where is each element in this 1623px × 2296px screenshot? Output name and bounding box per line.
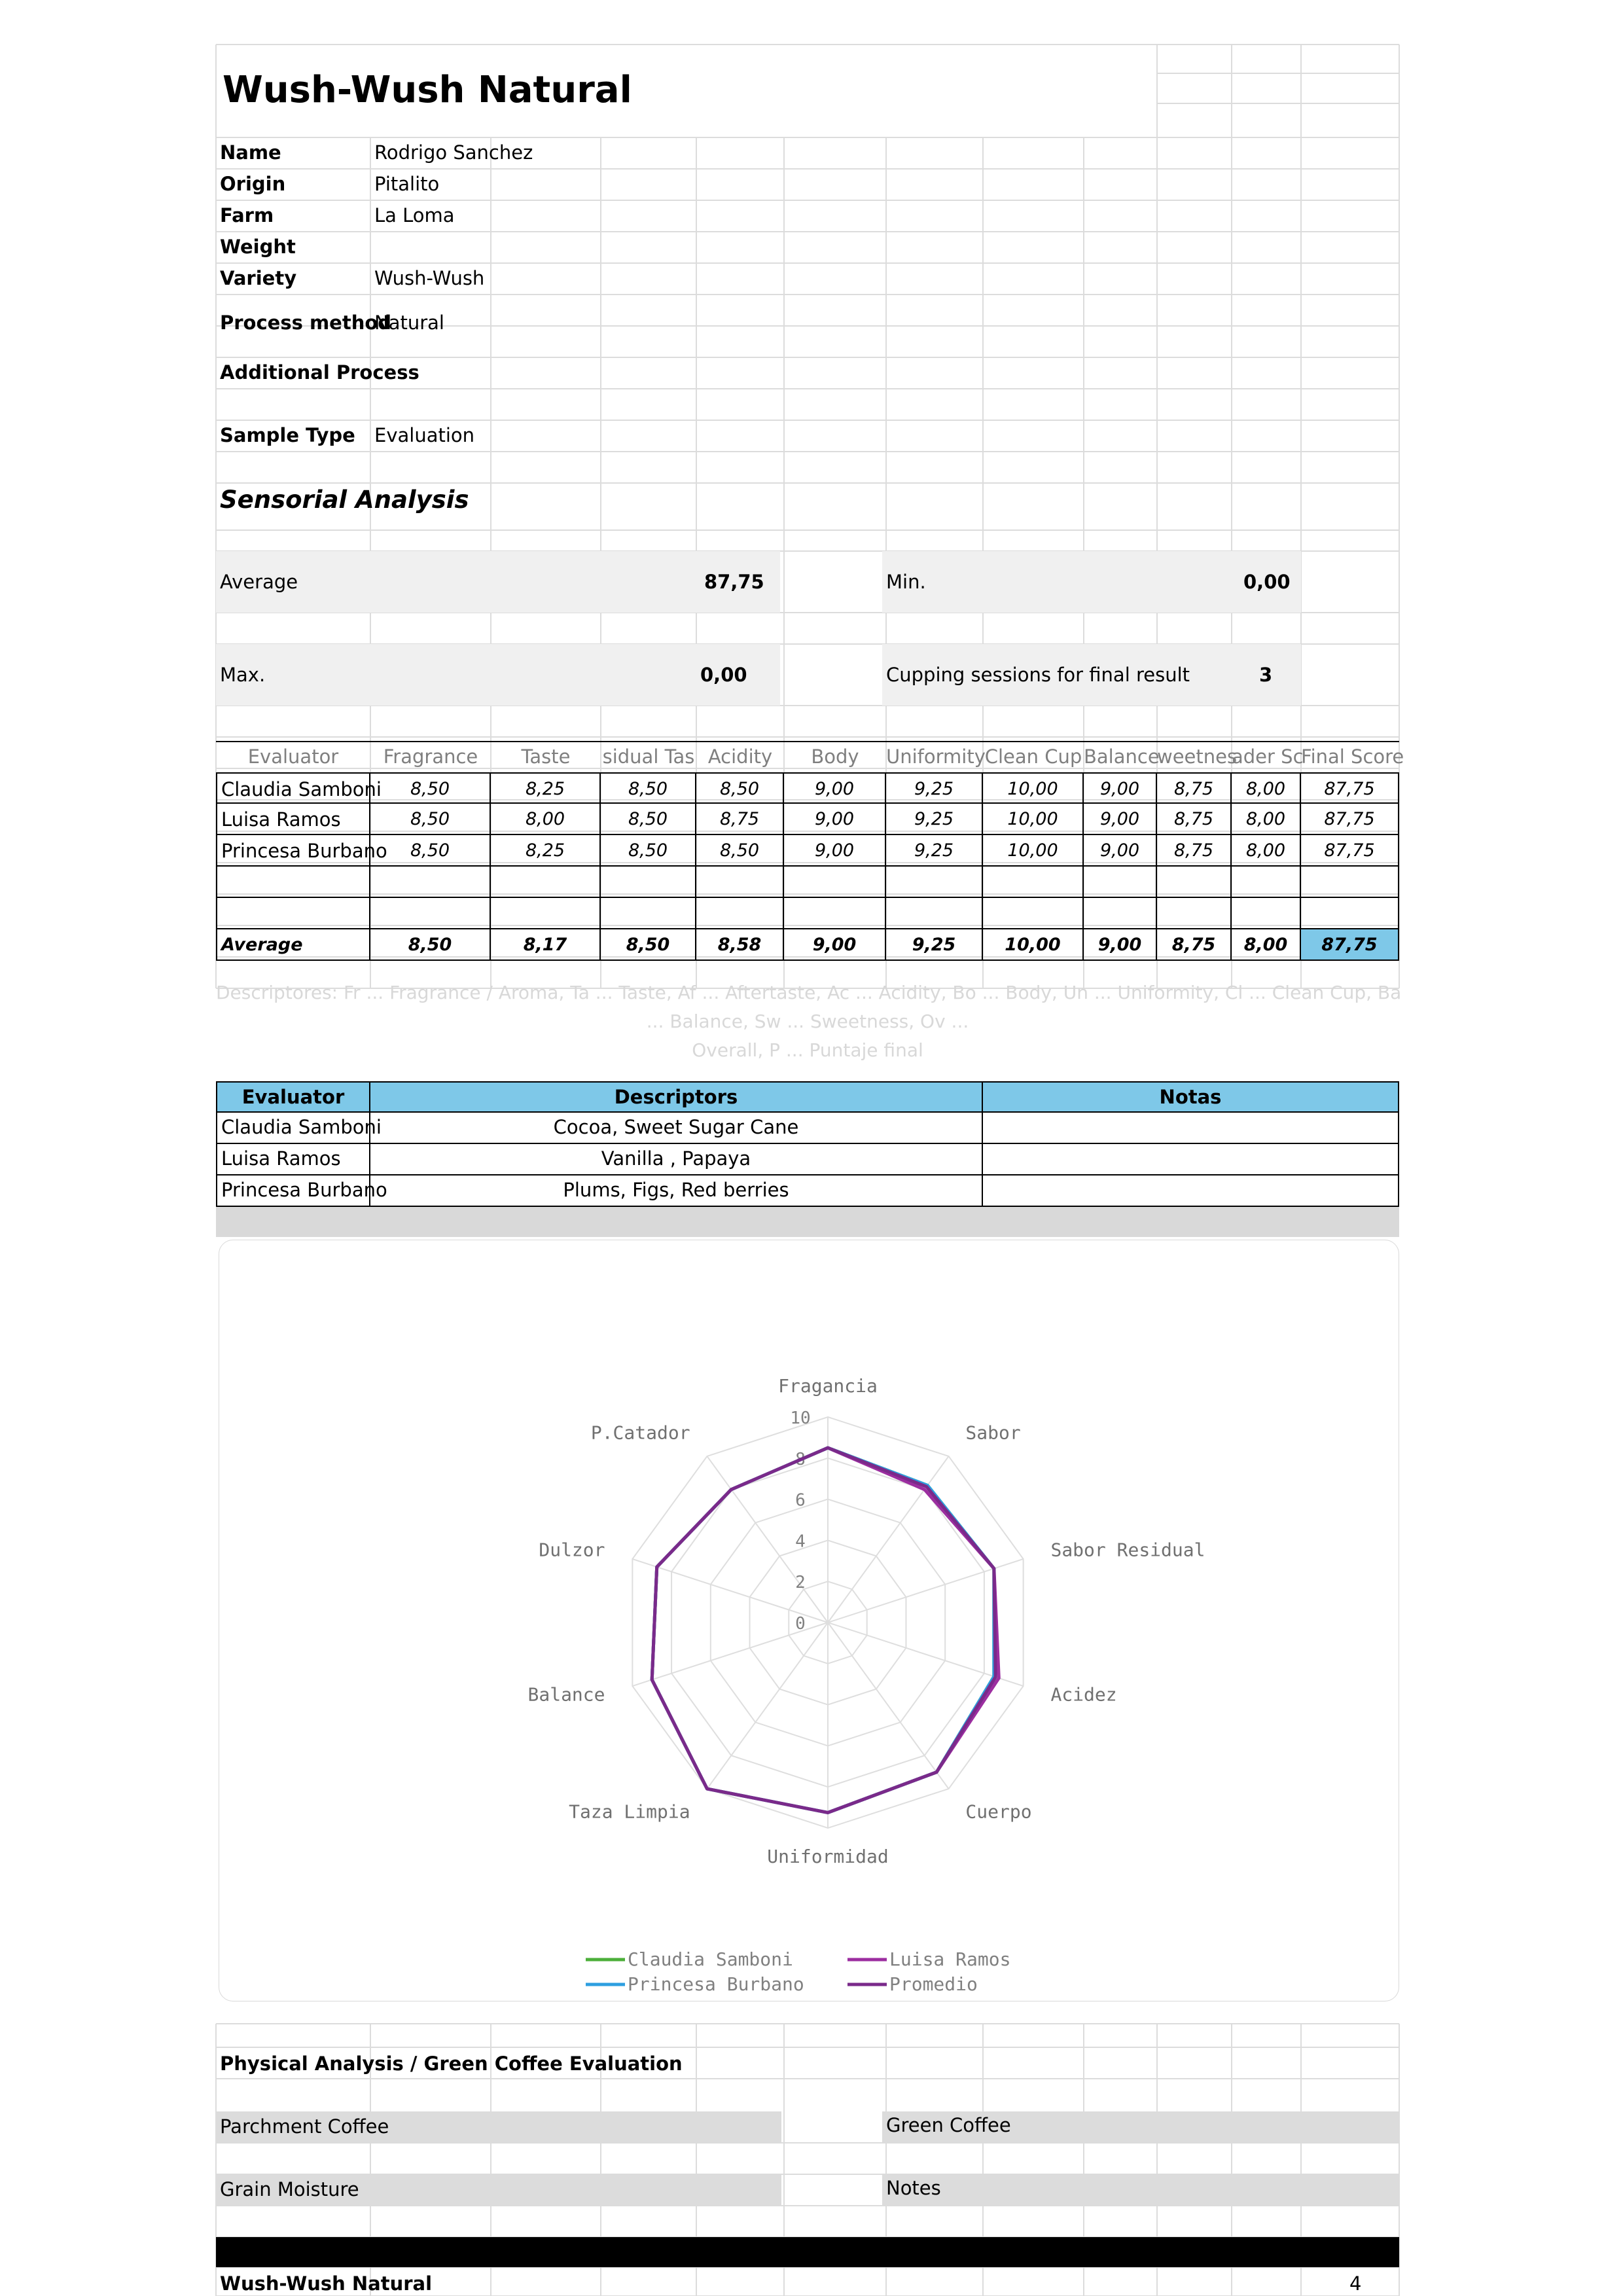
score-average-cell: 87,75 [1301,929,1399,961]
field-label-farm: Farm [220,204,274,226]
green-label: Green Coffee [886,2114,1011,2136]
field-label-origin: Origin [220,173,286,195]
radar-spoke [707,1456,828,1623]
score-row-cell: 8,75 [1157,804,1232,835]
footer-title: Wush-Wush Natural [220,2272,433,2295]
descriptor-row-evaluator: Princesa Burbano [216,1175,370,1207]
descriptor-row-descriptors: Vanilla , Papaya [370,1144,983,1175]
radar-spoke [828,1456,949,1623]
notes-box [882,2174,1399,2206]
score-average-cell: 8,75 [1157,929,1232,961]
descriptor-note-line2: ... Balance, Sw ... Sweetness, Ov ... [646,1011,969,1032]
footer-page-number: 4 [1349,2272,1362,2295]
legend-label: Claudia Samboni [628,1948,793,1970]
radar-tick-label: 6 [795,1490,806,1511]
footer-bar [216,2237,1399,2267]
score-header-cell: Fragrance [383,745,478,768]
score-row-cell: 8,25 [491,835,601,867]
score-row-cell: 8,00 [1232,835,1301,867]
score-row-cell: 8,50 [696,772,784,804]
radar-chart-frame [219,1240,1399,2001]
score-row-evaluator [216,867,370,898]
score-row-cell [1232,867,1301,898]
score-row-cell: 8,50 [370,835,491,867]
score-row-cell: 9,00 [784,835,886,867]
sheet-title: Wush-Wush Natural [223,69,632,111]
moisture-label: Grain Moisture [220,2178,359,2200]
score-row-cell: 87,75 [1301,804,1399,835]
score-row-cell: 8,00 [1232,772,1301,804]
min-value: 0,00 [1243,571,1291,593]
field-label-weight: Weight [220,236,296,258]
radar-axis-label: Sabor Residual [1050,1539,1205,1561]
descriptor-row-evaluator: Luisa Ramos [216,1144,370,1175]
score-row-evaluator: Princesa Burbano [216,835,370,867]
min-label: Min. [886,571,926,593]
sessions-label: Cupping sessions for final result [886,664,1190,686]
score-header-cell: Body [811,745,859,768]
radar-axis-label: Balance [527,1683,605,1706]
descriptor-header-cell: Evaluator [216,1081,370,1113]
score-row-cell [601,898,696,929]
radar-axis-label: Taza Limpia [569,1801,690,1823]
score-average-cell: 8,58 [696,929,784,961]
score-header-cell: Uniformity [886,745,986,768]
score-row-cell: 10,00 [983,772,1084,804]
score-row-cell: 9,00 [784,772,886,804]
score-row-cell [696,867,784,898]
score-header-cell: Balance [1084,745,1160,768]
score-header-cell: Final Score [1301,745,1404,768]
score-row-cell: 8,00 [1232,804,1301,835]
descriptor-row-notes [983,1175,1399,1207]
field-value-farm[interactable]: La Loma [374,204,455,226]
physical-title: Physical Analysis / Green Coffee Evaluation [220,2053,683,2075]
radar-series-line [652,1448,995,1812]
min-box [882,551,1301,613]
score-row-cell [1084,898,1157,929]
field-value-variety[interactable]: Wush-Wush [374,267,485,289]
notes-label: Notes [886,2177,941,2199]
max-value: 0,00 [700,664,747,686]
score-row-cell: 8,50 [601,804,696,835]
score-row-cell: 8,50 [370,772,491,804]
score-row-cell: 10,00 [983,804,1084,835]
score-row-cell [370,898,491,929]
score-row-cell: 9,00 [784,804,886,835]
score-row-cell: 8,75 [1157,835,1232,867]
score-row-cell: 8,25 [491,772,601,804]
score-row-cell [1157,898,1232,929]
radar-axis-label: Uniformidad [767,1846,889,1867]
score-row-cell [784,898,886,929]
score-header-cell: Acidity [707,745,773,768]
score-header-cell: weetnes [1157,745,1238,768]
field-label-process: Process method [220,312,392,334]
score-row-cell: 87,75 [1301,835,1399,867]
score-row-cell: 9,25 [886,835,983,867]
descriptor-row-evaluator: Claudia Samboni [216,1113,370,1144]
parchment-label: Parchment Coffee [220,2115,389,2138]
score-row-cell [886,898,983,929]
descriptor-row-notes [983,1113,1399,1144]
descriptor-header-cell: Notas [983,1081,1399,1113]
radar-axis-label: Dulzor [539,1539,605,1561]
score-row-cell [696,898,784,929]
score-row-cell: 10,00 [983,835,1084,867]
field-value-origin[interactable]: Pitalito [374,173,440,195]
score-row-cell: 8,75 [696,804,784,835]
legend-label: Luisa Ramos [889,1948,1011,1970]
score-row-cell: 8,50 [601,835,696,867]
radar-tick-label: 0 [795,1614,806,1634]
radar-spoke [707,1623,828,1789]
score-row-cell [491,898,601,929]
score-header-cell: sidual Tas [602,745,695,768]
average-value: 87,75 [704,571,764,593]
sensorial-title: Sensorial Analysis [220,486,469,514]
radar-chart [219,1240,1399,2001]
average-box [216,551,780,613]
max-box [216,644,780,706]
score-row-cell [370,867,491,898]
score-row-cell [886,867,983,898]
field-value-sample-type[interactable]: Evaluation [374,424,475,446]
score-row-cell: 8,00 [491,804,601,835]
descriptor-note-line1: Descriptores: Fr ... Fragrance / Aroma, Ta ... Taste, Af ... Aftertaste, Ac ... Acidity, Bo ... Body, Un ... Uniformity, Cl ... Clean Cup, Ba [216,982,1402,1003]
legend-label: Promedio [889,1973,978,1995]
score-header-cell: Clean Cup [984,745,1082,768]
descriptor-header-cell: Descriptors [370,1081,983,1113]
field-value-name[interactable]: Rodrigo Sanchez [374,141,533,164]
score-row-cell [1301,898,1399,929]
score-row-cell [1301,867,1399,898]
score-header-cell: Evaluator [247,745,339,768]
radar-tick-label: 10 [790,1408,811,1428]
radar-axis-label: Acidez [1050,1683,1117,1706]
score-average-cell: 9,00 [784,929,886,961]
score-row-cell [784,867,886,898]
score-average-cell: 8,50 [370,929,491,961]
legend-label: Princesa Burbano [628,1973,804,1995]
descriptor-row-descriptors: Plums, Figs, Red berries [370,1175,983,1207]
field-label-sample-type: Sample Type [220,424,355,446]
radar-tick-label: 8 [795,1449,806,1469]
radar-axis-label: Cuerpo [965,1801,1032,1823]
score-row-cell: 9,00 [1084,772,1157,804]
score-header-cell: ader Sc [1232,745,1304,768]
score-row-cell: 9,25 [886,772,983,804]
max-label: Max. [220,664,266,686]
score-row-cell: 8,50 [601,772,696,804]
score-row-cell: 9,25 [886,804,983,835]
radar-tick-label: 4 [795,1532,806,1552]
score-row-cell [983,867,1084,898]
score-average-label: Average [216,929,370,961]
score-row-cell [491,867,601,898]
field-label-variety: Variety [220,267,297,289]
average-label: Average [220,571,298,593]
score-average-cell: 9,00 [1084,929,1157,961]
descriptor-note-line3: Overall, P ... Puntaje final [692,1039,923,1061]
score-row-cell [1232,898,1301,929]
score-average-cell: 10,00 [983,929,1084,961]
score-header-cell: Taste [521,745,571,768]
score-row-cell: 8,50 [370,804,491,835]
field-value-process[interactable]: Natural [374,312,444,334]
score-row-evaluator [216,898,370,929]
radar-spoke [828,1623,949,1789]
score-row-cell: 9,00 [1084,804,1157,835]
score-row-cell [1084,867,1157,898]
score-average-cell: 9,25 [886,929,983,961]
score-row-cell [601,867,696,898]
sessions-value: 3 [1259,664,1273,686]
radar-axis-label: P.Catador [590,1422,690,1444]
score-row-cell: 87,75 [1301,772,1399,804]
radar-axis-label: Fragancia [778,1375,878,1397]
score-row-cell: 9,00 [1084,835,1157,867]
descriptor-row-descriptors: Cocoa, Sweet Sugar Cane [370,1113,983,1144]
descriptor-row-notes [983,1144,1399,1175]
field-label-additional: Additional Process [220,361,419,384]
score-average-cell: 8,50 [601,929,696,961]
radar-axis-label: Sabor [965,1422,1021,1444]
score-row-evaluator: Claudia Samboni [216,772,370,804]
spreadsheet-page [216,45,1404,2296]
score-average-cell: 8,17 [491,929,601,961]
score-average-cell: 8,00 [1232,929,1301,961]
score-row-cell [1157,867,1232,898]
score-row-cell: 8,50 [696,835,784,867]
separator-band [216,1207,1399,1237]
radar-tick-label: 2 [795,1573,806,1593]
score-row-cell: 8,75 [1157,772,1232,804]
field-label-name: Name [220,141,281,164]
score-row-evaluator: Luisa Ramos [216,804,370,835]
score-row-cell [983,898,1084,929]
